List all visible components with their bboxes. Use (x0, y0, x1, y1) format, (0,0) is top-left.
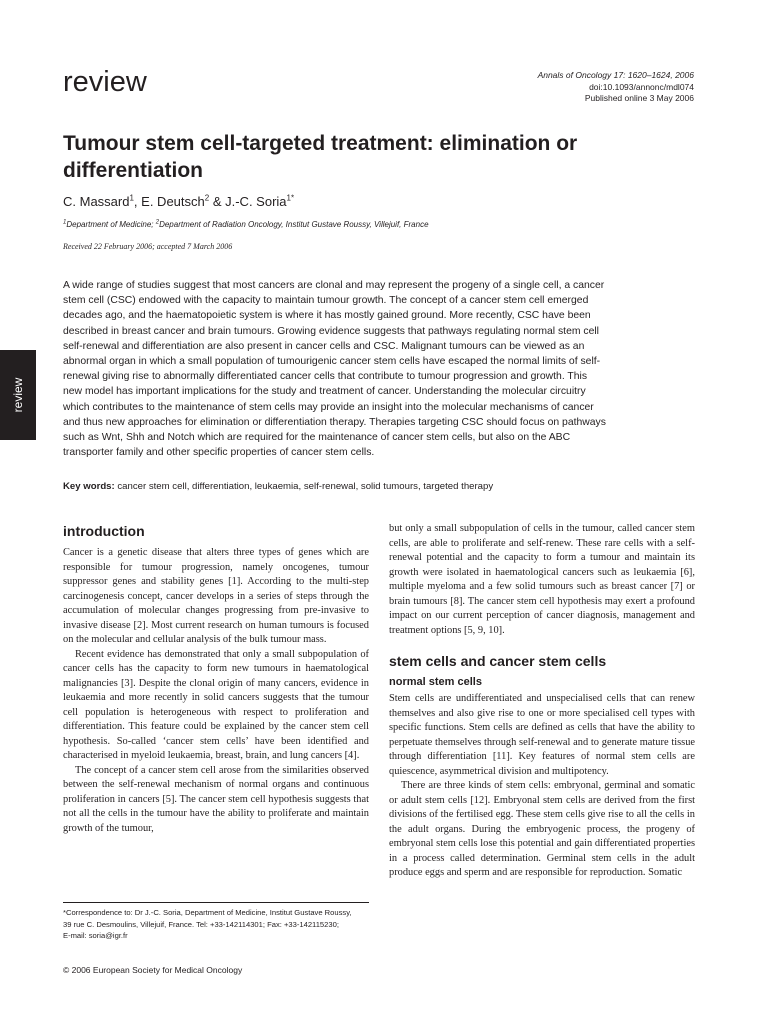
author-separator: , (133, 194, 142, 209)
affiliation-number: 1 (286, 193, 291, 203)
paragraph: There are three kinds of stem cells: embryonal, germinal and somatic or adult stem cells [12]. Embryonal stem cells are derived from the first divisions of the fertilised egg. These stem cells give rise to all the cells in the adult organs. During the embryogenic process, the progeny of embryonal stem cells lose this potential and gain differentiated properties in a process called determination. Germinal stem cells in the adult produce eggs and sperm and are responsible for reproduction. Somatic (389, 780, 695, 878)
paragraph: Cancer is a genetic disease that alters three types of genes which are responsible for tumour progression, namely oncogenes, tumour suppressor genes and stability genes [1]. According to the multi-step carcinogenesis concept, cancer develops in a series of steps through the accumulation of molecular changes progressing from pre-invasive to invasive disease [2]. Most current research on human tumours is focused on the molecular and cellular analysis of the bulk tumour mass. (63, 547, 369, 645)
affiliations (63, 220, 429, 229)
author-affiliation-mark: 1 (129, 193, 134, 203)
paragraph: The concept of a cancer stem cell arose from the similarities observed between the self-renewal mechanism of normal organs and continuous proliferation in cancers [5]. The cancer stem cell hypothesis suggests that not all the cells in the tumour have the ability to proliferate and maintain growth of the tumour, (63, 764, 369, 834)
affiliation-text: Department of Medicine; (66, 220, 156, 229)
left-column (63, 522, 369, 836)
corresponding-author-mark: * (290, 193, 295, 203)
affiliation-mark: 2 (155, 219, 160, 226)
author: E. Deutsch (141, 194, 205, 209)
author-separator: & (209, 194, 226, 209)
copyright: © 2006 European Society for Medical Oncology (63, 965, 243, 975)
side-section-tab (0, 350, 36, 440)
author-affiliation-mark: 2 (204, 193, 210, 203)
paragraph: Recent evidence has demonstrated that only a small subpopulation of cancer cells has the capacity to form new tumours in haematological malignancies [3]. Despite the clonal origin of many cancers, evidence in leukaemia and more recently in solid cancers suggests that the tumour cell population is heterogeneous with respect to proliferation and differentiation. This feature could be explained by the cancer stem cell hypothesis. So-called ‘cancer stem cells’ have been identified and characterised in myeloid leukaemia, breast, brain, and lung cancers [4]. (63, 648, 369, 761)
publication-date: Published online 3 May 2006 (584, 93, 694, 103)
author-list (63, 194, 294, 209)
journal-info (538, 70, 694, 105)
article-title: Tumour stem cell-targeted treatment: elimination or differentiation (63, 132, 578, 182)
paragraph: but only a small subpopulation of cells in the tumour, called cancer stem cells, are able to proliferate and self-renew. These rare cells with a self-renewal potential and the capacity to form a tumour and maintain its growth were isolated in haematological cancers such as leukaemia [6], multiple myeloma and a few solid tumours such as breast cancer [7] or brain tumours [8]. The cancer stem cell hypothesis may exert a profound impact on our current perception of cancer diagnosis, management and treatment options [5, 9, 10]. (389, 523, 695, 636)
paragraph: Stem cells are undifferentiated and unspecialised cells that can renew themselves and also give rise to one or more specialised cell types with specific functions. Stem cells are defined as cells that have the ability to perpetuate themselves through self-renewal and to generate mature tissue through differentiation [11]. Key features of normal stem cells are quiescence, asymmetrical division and multipotency. (389, 693, 695, 777)
footnote-line: E-mail: soria@igr.fr (63, 931, 128, 940)
section-label: review (63, 66, 147, 98)
section-heading-introduction: introduction (63, 523, 145, 539)
author: C. Massard (63, 194, 130, 209)
subsection-heading-normal-stem-cells: normal stem cells (389, 676, 482, 688)
right-column (389, 522, 695, 881)
keywords (63, 481, 663, 492)
journal-citation: Annals of Oncology 17: 1620–1624, 2006 (537, 70, 694, 80)
section-heading-stem-cells: stem cells and cancer stem cells (389, 653, 607, 669)
abstract: A wide range of studies suggest that most cancers are clonal and may represent the progeny of a single cell, a cancer stem cell (CSC) endowed with the capacity to maintain tumour growth. The concept of a cancer stem cell emerged decades ago, and the haematopoietic system is where it has mostly gained ground. More recently, CSC have been described in breast cancer and brain tumours. Growing evidence suggests that pathways regulating normal stem cell self-renewal and differentiation are also present in cancer cells and CSC. Malignant tumours can be viewed as an abnormal organ in which a small population of tumourigenic cancer stem cells have escaped the normal limits of self-renewal giving rise to abnormally differentiated cancer cells that contribute to tumour progression and growth. This new model has important implications for the study and treatment of cancer. Understanding the molecular circuitry which contributes to the maintenance of stem cells may provide an insight into the molecular mechanisms of cancer and thus new approaches for elimination or differentiation therapy. Therapies targeting CSC should focus on pathways such as Wnt, Shh and Notch which are required for the maintenance of cancer stem cells, but also on the ABC transporter family and other specific properties of cancer stem cells. (63, 280, 606, 459)
affiliation-text: Department of Radiation Oncology, Institut Gustave Roussy, Villejuif, France (159, 220, 429, 229)
correspondence-footnote (63, 902, 369, 942)
keywords-label: Key words: (63, 481, 115, 492)
affiliation-mark: 1 (63, 219, 67, 226)
doi: doi:10.1093/annonc/mdl074 (589, 81, 694, 92)
keywords-list: cancer stem cell, differentiation, leukaemia, self-renewal, solid tumours, targeted therapy (114, 481, 494, 492)
received-dates: Received 22 February 2006; accepted 7 March 2006 (63, 242, 233, 251)
author-affiliation-mark (287, 194, 295, 203)
author: J.-C. Soria (225, 194, 287, 209)
footnote-line: *Correspondence to: Dr J.-C. Soria, Department of Medicine, Institut Gustave Roussy, (63, 908, 352, 917)
side-tab-label: review (11, 377, 25, 413)
footnote-line: 39 rue C. Desmoulins, Villejuif, France. Tel: +33-142114301; Fax: +33-142115230; (63, 919, 339, 929)
